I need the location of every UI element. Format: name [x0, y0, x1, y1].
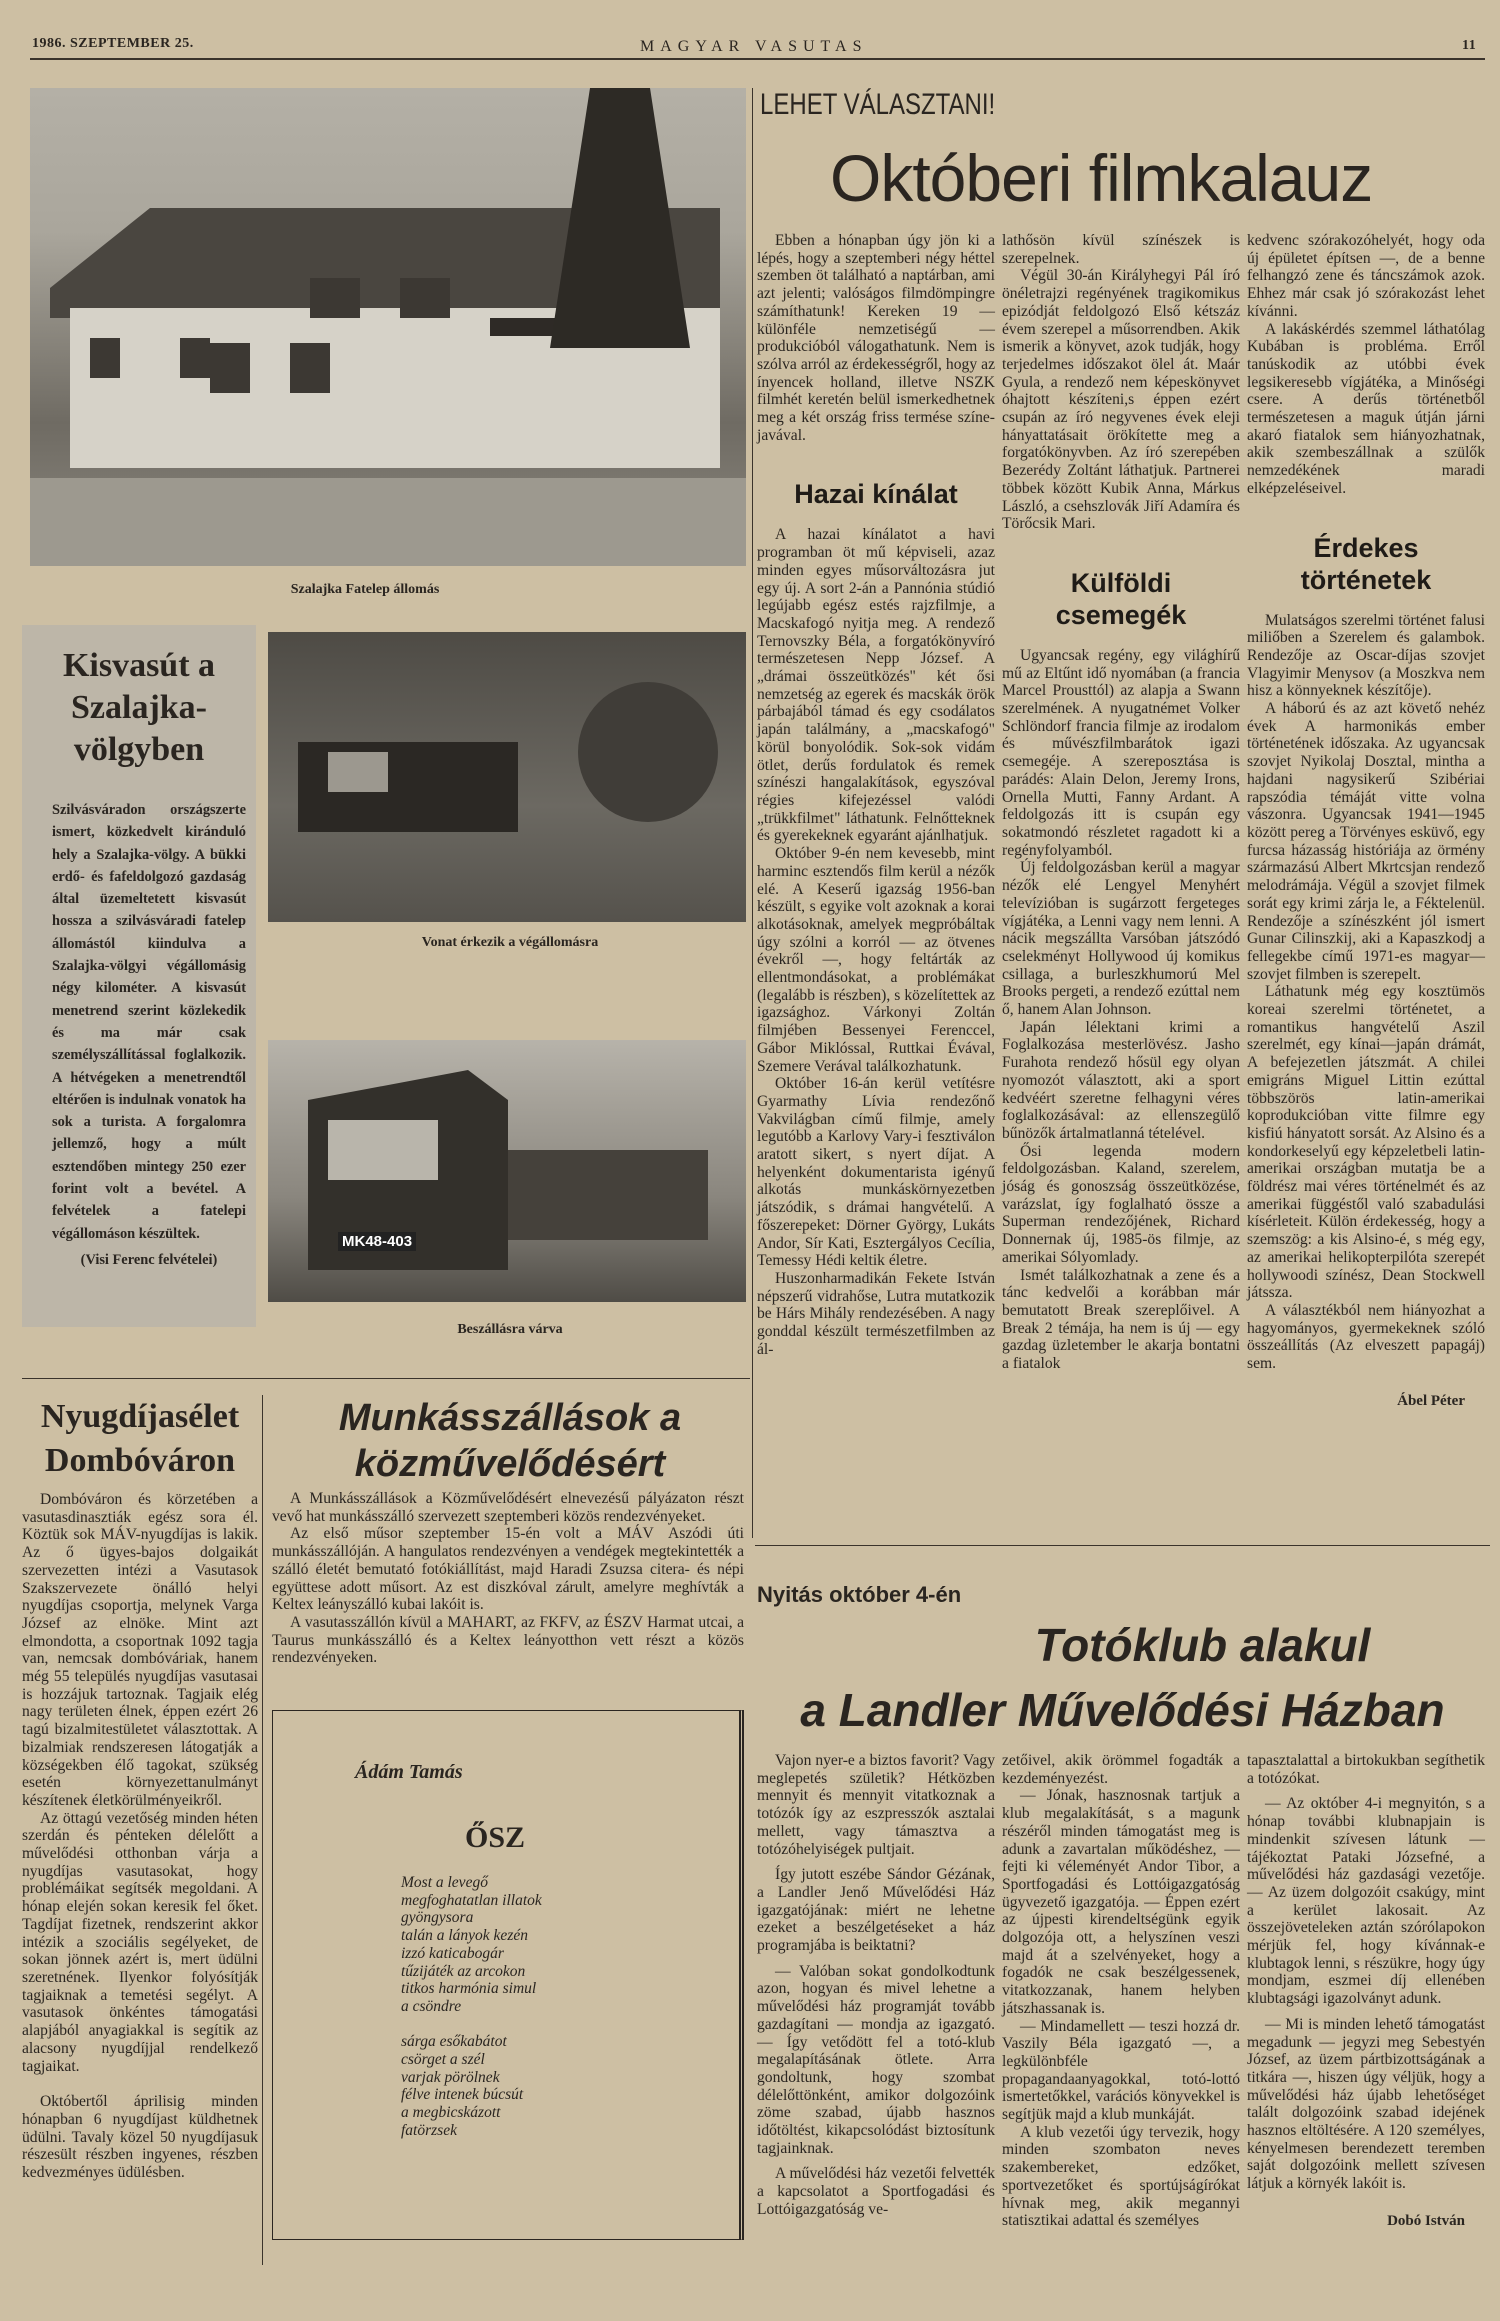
header-rule — [30, 58, 1485, 60]
paragraph: — Az október 4-i megnyitón, s a hónap további klubnapjain is mindenkit szívesen látunk — tájékoztat Pataki Józsefné, a művelődési ház gazdasági vezetője. — Az üzem dolgozóit csakúgy, mint a kerület lakosait. Az összejöveteleken aztán szórólapokon mérjük fel, hogy kívánnak-e klubtagok lenni, s részükre, hogy úgy mondjam, eszmei díj ellenében klubtagsági igazolványt adunk. — [1247, 1795, 1485, 2008]
paragraph: Október 16-án kerül vetítésre Gyarmathy Lívia rendezőnő Vakvilágban című filmje, amely legutóbb a Karlovy Vary-i fesztiválon aratott sikert, s nyert díjat. A helyenként dokumentarista igényű alkotás munkáskörnyezetben játszódik, s drámai hangvételű. A főszerepeket: Dörner György, Lukáts Andor, Sír Kati, Esztergályos Cecília, Temessy Hédi keltik életre. — [757, 1075, 995, 1270]
poem-box — [272, 1710, 744, 2240]
issue-date: 1986. SZEPTEMBER 25. — [32, 36, 194, 51]
poem-line: megfoghatatlan illatok — [401, 1891, 542, 1909]
paragraph: lathősön kívül színészek is szerepelnek. — [1002, 232, 1240, 267]
kisvasut-title: Kisvasút a Szalajka-völgyben — [62, 647, 216, 768]
poem-line: a csöndre — [401, 1997, 462, 2015]
paragraph: Ugyancsak regény, egy világhírű mű az Eltűnt idő nyomában (a francia Marcel Prousttól) az alapja a Swann szerelmének. A nyugatnémet Volker Schlöndorf francia filmje az irodalom és művészfilmbarátok igazi csemegéje. A szereposztása is parádés: Alain Delon, Jeremy Irons, Ornella Mutti, Fanny Ardant. A feldolgozás itt is csupán egy sokatmondó részletet ragadott ki a regényfolyamból. — [1002, 646, 1240, 859]
paragraph: kedvenc szórakozóhelyét, hogy oda új épületet építsen —, de a benne felhangzó zene és táncszámok azok. Ehhez már csak jó szórakozást lehet kívánni. — [1247, 232, 1485, 320]
paragraph: A vasutasszállón kívül a MAHART, az FKFV, az ÉSZV Harmat utcai, a Taurus munkásszálló és a Keltex leányotthon vett részt a közös rendezvényeken. — [272, 1613, 744, 1667]
poem-line: gyöngysora — [401, 1909, 474, 1927]
poem-line: sárga esőkabátot — [401, 2033, 507, 2051]
paragraph: A hazai kínálatot a havi programban öt mű képviseli, azaz minden egyes műsorváltozásra jut egy új. A sort 2-án a Pannónia stúdió legújabb egész estés rajzfilmje, a Macskafogó nyitja meg. A rendező Ternovszky Béla, a forgatókönyvíró természetesen Nepp József. A „drámai összeütközés" két ősi nemzetség az egerek és macskák örök párbajából támad és egy csodálatos japán találmány, a „macskafogó" körül bonyolódik. Sok-sok vidám ötlet, derűs fordulatok és remek színészi hangalakítások, egyszóval régies kifejezéssel valódi „trükkfilmet" láthatunk. Felnőtteknek és gyerekeknek egyaránt ajánlhatjuk. — [757, 526, 995, 845]
kisvasut-body: Szilvásváradon országszerte ismert, közkedvelt kiránduló hely a Szalajka-völgy. A bükki erdő- és fafeldolgozó gazdaság által üzemeltetett kisvasút hossza a szilvásváradi fatelep állomástól kiindulva a Szalajka-völgyi végállomásig négy kilométer. A kisvasút menetrend szerint közlekedik és ma már csak személyszállítással foglalkozik. A hétvégeken a menetrendtől eltérően is indulnak vonatok ha sok a turista. A forgalomra jellemző, hogy a múlt esztendőben mintegy 250 ezer forint volt a bevétel. A felvételek a fatelepi végállomáson készültek. — [52, 802, 246, 1242]
paragraph: Új feldolgozásban kerül a magyar nézők elé Lengyel Menyhért televízióban is sugárzott fergeteges vígjátéka, a Lenni vagy nem lenni. A nácik megszállta Varsóban játszódó cselekményt Hollywood új komikus csillaga, a burleszkhumorú Mel Brooks pergeti, a rendező ezúttal nem ő, hanem Alan Johnson. — [1002, 859, 1240, 1019]
poem-line: csörget a szél — [401, 2051, 485, 2069]
nyugdij-title: Nyugdíjasélet Dombóváron — [40, 1398, 240, 1479]
locomotive-number: MK48-403 — [338, 1232, 416, 1251]
poem-line — [401, 2016, 542, 2034]
film-column-3 — [1247, 232, 1485, 1410]
nyugdij-article — [22, 1395, 258, 2182]
paragraph: A választékból nem hiányozhat a hagyományos, gyermekeknek szóló összeállítás (Az elveszett papagáj) sem. — [1247, 1301, 1485, 1373]
page-number: 11 — [1462, 38, 1477, 53]
poem-line: izzó katicabogár — [401, 1944, 504, 1962]
train-photo-caption: Vonat érkezik a végállomásra — [421, 935, 599, 950]
film-column-1 — [757, 232, 995, 1358]
section-rule — [22, 1378, 750, 1379]
paragraph: Így jutott eszébe Sándor Gézának, a Landler Jenő Művelődési Ház igazgatójának: miért ne lehetne ezeket a beszélgetéseket a ház programjába is beiktatni? — [757, 1866, 995, 1955]
waiting-photo-caption: Beszállásra várva — [457, 1322, 563, 1337]
subheading: Külföldi csemegék — [1055, 567, 1187, 630]
paragraph: Végül 30-án Királyhegyi Pál író önéletrajzi regényének tragikomikus epizódját feldolgozó Első kétszáz évem szerepel a műsorrendben. Akik ismerik a könyvet, azok tudják, hogy terjedelmes időszakot ölel át. Maár Gyula, a rendező nem képeskönyvet óhajtott készíteni,s éppen ezért csupán az író negyvenes évek eleji hányattatásait örökítette meg a forgatókönyvben. Az író szerepében Bezerédy Zoltánt láthatjuk. Partnerei többek között Kubik Anna, Márkus László, a csehszlovák Jiří Adamíra és Törőcsik Mari. — [1002, 267, 1240, 533]
poem-line: varjak pörölnek — [401, 2068, 500, 2086]
poem-line: tűzijáték az arcokon — [401, 1962, 526, 1980]
film-kicker: LEHET VÁLASZTANI! — [760, 88, 996, 121]
waiting-passengers-photo — [268, 1040, 746, 1302]
paragraph: A művelődési ház vezetői felvették a kapcsolatot a Sportfogadási és Lottóigazgatóság ve- — [757, 2165, 995, 2218]
paragraph: Ismét találkozhatnak a zene és a tánc kedvelői a korábban már bemutatott Break szereplőivel. A Break 2 témája, ha nem is új — egy gazdag üzletember le akarja bontatni a fiatalok — [1002, 1266, 1240, 1373]
column-divider — [262, 1395, 263, 2265]
paragraph: Vajon nyer-e a biztos favorit? Vagy meglepetés születik? Hétközben mennyit és mennyit vitatkoznak a totózók így az eszpresszók asztalai mellett, vagy támasztva a totózóhelyiségek pultjait. — [757, 1752, 995, 1858]
paragraph: Mulatságos szerelmi történet falusi miliőben a Szerelem és galambok. Rendezője az Oscar-díjas szovjet Vlagyimir Menysov (a Moszkva nem hisz a könnyeknek készítője). — [1247, 611, 1485, 700]
toto-title: Totóklub alakul — [1034, 1619, 1371, 1671]
paragraph: Láthatunk még egy kosztümös koreai szerelmi történetet, a romantikus hangvételű Aszil szerelmét, egy kínai—japán drámát, A befejezetlen játszmát. A chilei emigráns Miguel Littin ezúttal többszörös latin-amerikai koprodukcióban vitte filmre egy kisfiú hányatott sorsát. Az Alsino és a kondorkeselyű egy képzeletbeli latin-amerikai országban mutatja be a földrész mai véres történelmét és az amerikai függéstől való szabadulási kísérleteit. Külön érdekesség, hogy a szemszög: a kis Alsino-é, s még egy, az amerikai helikopterpilóta szerepét hollywoodi színész, Dean Stockwell játssza. — [1247, 983, 1485, 1302]
train-arriving-photo — [268, 632, 746, 922]
subheading: Hazai kínálat — [794, 479, 958, 510]
toto-column-3 — [1247, 1752, 1485, 2231]
paragraph: — Mi is minden lehető támogatást megadunk — jegyzi meg Sebestyén József, az üzem pártbizottságának a titkára —, hiszen úgy véljük, hogy a művelődési ház újabb lehetőséget talált dolgozóink szabad idejének hasznos eltöltésére. A 120 személyes, kényelmesen berendezett teremben saját dolgozóink mellett szívesen látjuk a környék lakóit is. — [1247, 2015, 1485, 2193]
toto-column-1 — [757, 1752, 995, 2219]
paragraph: Huszonharmadikán Fekete István népszerű vidrahőse, Lutra mutatkozik be Hárs Mihály rendezésében. A nagy gonddal készült természetfilmben az ál- — [757, 1269, 995, 1358]
poem-line: félve intenek búcsút — [401, 2086, 524, 2104]
paragraph: Az első műsor szeptember 15-én volt a MÁV Aszódi úti munkásszállóján. A hangulatos rendezvényen a vendégek megtekintették a szálló életét bemutató fotókiállítást, majd Haradi Zsuzsa citera- és népi együttese adott műsort. Az est diszkóval zárult, amelyre meghívták a Keltex leányszálló kubai lakóit is. — [272, 1525, 744, 1614]
paragraph: A háború és az azt követő nehéz évek A harmonikás ember történetének időszaka. Az ugyancsak szovjet Nyikolaj Dosztal, mintha a hajdani nagysikerű Szibériai rapszódia témáját vitte volna vászonra. Ugyancsak 1941—1945 között pereg a Törvényes esküvő, egy furcsa házasság históriája az örmény származású Albert Mkrtcsjan rendező melodrámája. Végül a szovjet filmek sorát egy krimi zárja le, a Féktelenül. Rendezője a színészként jól ismert Gunar Cilinszkij, aki a Kapaszkodj a fellegekbe című 1971-es magyar—szovjet filmben is szerepelt. — [1247, 700, 1485, 983]
film-column-2 — [1002, 232, 1240, 1373]
byline: Dobó István — [1387, 2212, 1465, 2229]
station-photo-caption: Szalajka Fatelep állomás — [290, 582, 440, 597]
poem-title: ŐSZ — [465, 1821, 526, 1854]
paragraph: — Valóban sokat gondolkodtunk azon, hogyan és mivel lehetne a művelődési ház programját tovább gazdagítani — mondja az igazgató. — Így vetődött fel a totó-klub megalapításának ötlete. Arra gondoltunk, hogy szombat délelőttönként, amikor dolgozóink zöme szabad, újabb hasznos időtöltést, kikapcsolódást biztosítunk tagjainknak. — [757, 1962, 995, 2157]
kisvasut-photo-credit: (Visi Ferenc felvételei) — [80, 1251, 218, 1268]
paragraph: tapasztalattal a birtokukban segíthetik a totózókat. — [1247, 1752, 1485, 1787]
film-title: Októberi filmkalauz — [830, 141, 1373, 215]
paragraph: A Munkásszállások a Közművelődésért elnevezésű pályázaton részt vevő hat munkásszálló szervezett szeptemberi közös rendezvényeket. — [272, 1490, 744, 1525]
station-photo — [30, 88, 746, 566]
poem-line: talán a lányok kezén — [401, 1927, 528, 1945]
munkas-article — [272, 1490, 744, 1667]
paragraph: — Jónak, hasznosnak tartjuk a klub megalakítását, s a magunk részéről minden támogatást meg is adunk a zavartalan működéshez, — fejti ki véleményét Andor Tibor, a Sportfogadási és Lottóigazgatóság ügyvezető igazgatója. — Éppen ezért az újpesti kirendeltségünk egyik dolgozója ott, a helyszínen veszi majd át a szelvényeket, hogy a fogadók ne csak beszélgessenek, vitatkozzanak, hanem helyben játszhassanak is. — [1002, 1787, 1240, 2017]
paragraph: A klub vezetői úgy tervezik, hogy minden szombaton neves szakembereket, edzőket, sportvezetőket és sportújságírókat hívnak meg, akik megannyi statisztikai adattal és személyes — [1002, 2123, 1240, 2230]
poem-body — [401, 1874, 542, 2140]
paragraph: Az öttagú vezetőség minden héten szerdán és pénteken délelőtt a művelődési otthonban várja a nyugdíjas vasutasokat, hogy problémáikat segítsék megoldani. A hónap elején sokan keresik fel őket. Tagdíjat fizetnek, rendszerint akkor intézik a szociális segélyeket, de sokan jönnek azért is, mert üdülni szeretnének. Ilyenkor folyósítják tagjaiknak a temetési segélyt. A vasutasok önkéntes támogatási alapjából anyagiakkal is segítik az alacsony nyugdíjjal rendelkező tagjaikat. — [22, 1809, 258, 2075]
paragraph: Japán lélektani krimi a Foglalkozása mesterlövész. Jasho Furahota rendező hősül egy olyan nyomozót választott, aki a sport kedvéért szeretne felhagyni véres foglalkozásával: az ellenszegülő bűnözők ártalmatlanná tételével. — [1002, 1018, 1240, 1142]
poem-line: titkos harmónia simul — [401, 1980, 537, 1998]
paragraph: Október 9-én nem kevesebb, mint harminc esztendős film kerül a nézők elé. A Keserű igazság 1956-ban készült, s egyike volt azoknak a korai alkotásoknak, amelyek megpróbáltak úgy szólni a korról — az ötvenes évekről —, hogy feltárták az ellentmondásokat, a problémákat (legalább is részben), s közelítettek az igazsághoz. Várkonyi Zoltán filmjében Bessenyei Ferenccel, Gábor Miklóssal, Ruttkai Évával, Szemere Verával találkozhatunk. — [757, 845, 995, 1075]
munkas-title: Munkásszállások a közművelődésért — [338, 1397, 682, 1485]
poem-line: Most a levegő — [401, 1874, 488, 1891]
paragraph: Ebben a hónapban úgy jön ki a lépés, hogy a szeptemberi négy héttel szemben öt található a naptárban, ami azt jelenti; valóságos filmdömpingre számíthatunk! Kereken 19 — különféle nemzetiségű — produkcióból válogathatunk. Nem is szólva arról az érdekességről, hogy az ínyencek holland, illetve NSZK filmhét keretén belül ismerkedhetnek meg a két ország friss termése színe-javával. — [757, 232, 995, 444]
paragraph: A lakáskérdés szemmel láthatólag Kubában is probléma. Erről tanúskodik az utóbbi évek legsikeresebb vígjátéka, a Minőségi csere. A derűs történetből természetesen a maguk útján járni akaró fiatalok sem hiányozhatnak, akik szembeszállnak a szülők nemzedékének maradi elképzeléseivel. — [1247, 320, 1485, 497]
toto-title-line-1 — [755, 1618, 1490, 1672]
column-divider — [752, 88, 753, 1538]
section-rule — [755, 1545, 1490, 1546]
toto-kicker: Nyitás október 4-én — [757, 1582, 962, 1607]
paragraph: Dombóváron és körzetében a vasutasdinasztiák egész sora él. Köztük sok MÁV-nyugdíjas is lakik. Az ő ügyes-bajos dolgaikát szervezetten intézi a Vasutasok Szakszervezete önálló helyi nyugdíjas csoportja, melynek Varga József az elnöke. Mint azt elmondotta, a csoportnak 1092 tagja van, nemcsak dombóváriak, hanem még 55 település nyugdíjas vasutasai is hozzájuk tartoznak. Tagjaik elég nagy területen élnek, éppen ezért 26 tagú bizalmitestületet választottak. A bizalmiak rendszeresen látogatják a községekben élő tagokat, szükség esetén környezettanulmányt készítenek életkörülményeikről. — [22, 1491, 258, 1809]
paragraph: Októbertől áprilisig minden hónapban 6 nyugdíjast küldhetnek üdülni. Tavaly közel 50 nyugdíjasuk részesült részben ingyenes, részben kedvezményes üdülésben. — [22, 2093, 258, 2182]
byline: Ábel Péter — [1397, 1392, 1465, 1409]
poem-line: a megbicskázott — [401, 2104, 501, 2122]
toto-title-line-2: a Landler Művelődési Házban — [800, 1684, 1445, 1736]
paragraph: — Mindamellett — teszi hozzá dr. Vaszily Béla igazgató —, a legkülönbféle propagandaanyagokkal, totó-lottó ismertetőkkel, varációs könyvekkel is segítjük majd a klub munkáját. — [1002, 2017, 1240, 2124]
masthead: MAGYAR VASUTAS — [640, 38, 868, 55]
subheading: Érdekes történetek — [1300, 532, 1432, 595]
paragraph: Ősi legenda modern feldolgozásban. Kaland, szerelem, jóság és gonoszság összeütközése, varázslat, így foglalható össze a Superman rendezőjének, Richard Donnernak új, 1985-ös filmje, az amerikai Sólyomlady. — [1002, 1142, 1240, 1266]
poem-line: fatörzsek — [401, 2121, 457, 2139]
paragraph: zetőivel, akik örömmel fogadták a kezdeményezést. — [1002, 1752, 1240, 1787]
kisvasut-article — [22, 625, 256, 1327]
poem-author: Ádám Tamás — [355, 1761, 463, 1783]
toto-column-2 — [1002, 1752, 1240, 2230]
